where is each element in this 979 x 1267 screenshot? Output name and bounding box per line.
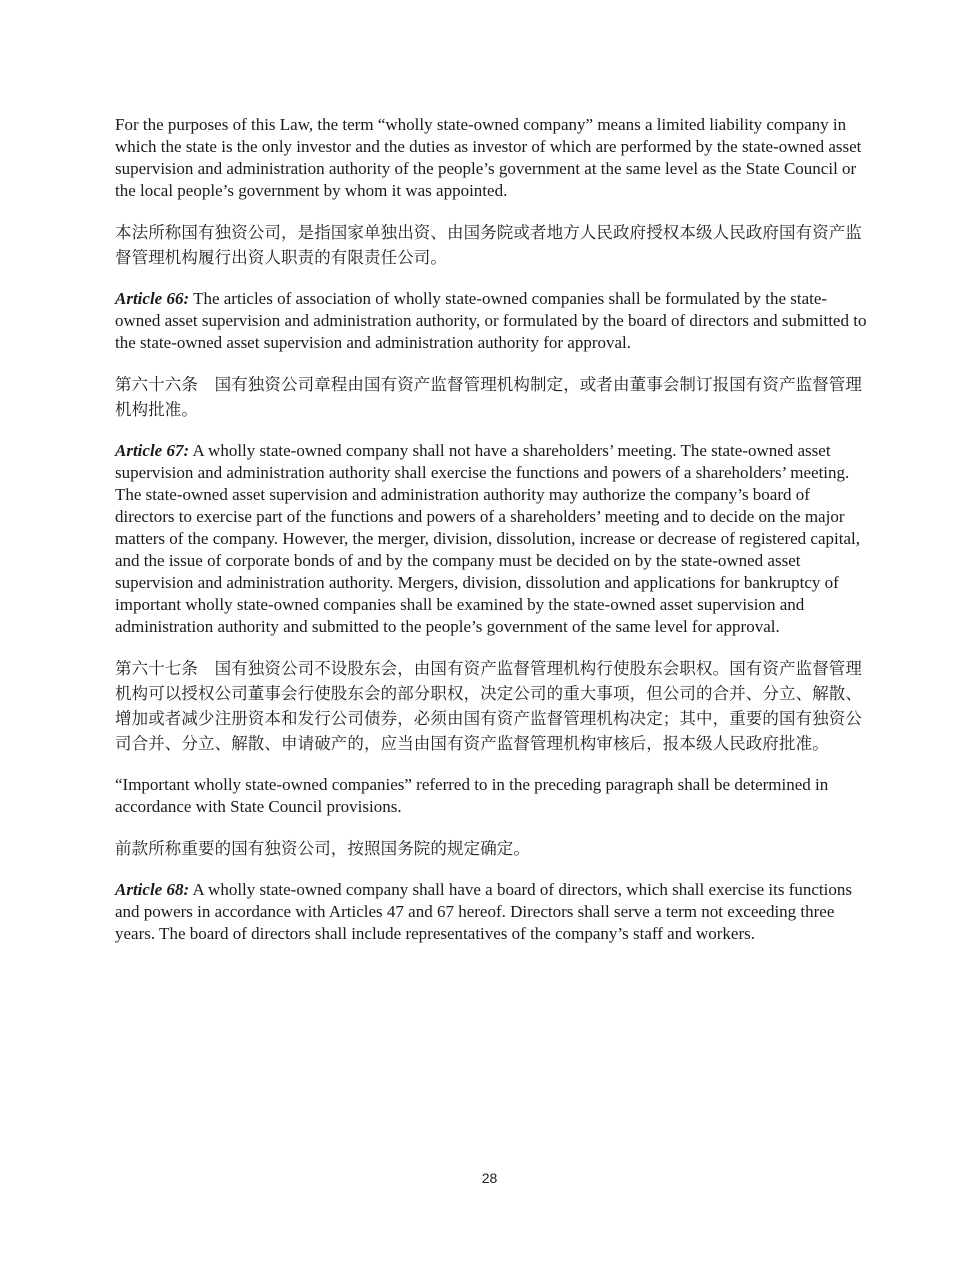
paragraph-text: 第六十六条 国有独资公司章程由国有资产监督管理机构制定，或者由董事会制订报国有资产监督管理机构批准。 xyxy=(115,375,862,419)
paragraph-text: “Important wholly state-owned companies” referred to in the preceding paragraph shall be determined in accordance with State Council provisions. xyxy=(115,775,829,816)
paragraph-text: A wholly state-owned company shall not have a shareholders’ meeting. The state-owned asset supervision and administration authority shall exercise the functions and powers of a shareholders’ meeting. The state-owned asset supervision and administration authority may authorize the company’s board of directors to exercise part of the functions and powers of a shareholders’ meeting and to decide on the major matters of the company. However, the merger, division, dissolution, increase or decrease of registered capital, and the issue of corporate bonds of and by the company must be decided on by the state-owned asset supervision and administration authority. Mergers, division, dissolution and applications for bankruptcy of important wholly state-owned companies shall be examined by the state-owned asset supervision and administration authority and submitted to the people’s government of the same level for approval. xyxy=(115,441,860,636)
paragraph-article-68-en xyxy=(115,879,867,945)
paragraph-article-67-zh xyxy=(115,656,867,756)
paragraph-text: A wholly state-owned company shall have a board of directors, which shall exercise its functions and powers in accordance with Articles 47 and 67 hereof. Directors shall serve a term not exceeding three years. The board of directors shall include representatives of the company’s staff and workers. xyxy=(115,880,852,943)
paragraph-article-66-en xyxy=(115,288,867,354)
paragraph-important-companies-zh xyxy=(115,836,867,861)
article-heading: Article 66: xyxy=(115,289,190,308)
article-heading: Article 68: xyxy=(115,880,190,899)
paragraph-article-66-zh xyxy=(115,372,867,422)
paragraph-text: 第六十七条 国有独资公司不设股东会，由国有资产监督管理机构行使股东会职权。国有资产监督管理机构可以授权公司董事会行使股东会的部分职权，决定公司的重大事项，但公司的合并、分立、解散、增加或者减少注册资本和发行公司债券，必须由国有资产监督管理机构决定；其中，重要的国有独资公司合并、分立、解散、申请破产的，应当由国有资产监督管理机构审核后，报本级人民政府批准。 xyxy=(115,659,862,753)
paragraph-important-companies-en xyxy=(115,774,867,818)
paragraph-text: The articles of association of wholly state-owned companies shall be formulated by the state-owned asset supervision and administration authority, or formulated by the board of directors and submitted to the state-owned asset supervision and administration authority for approval. xyxy=(115,289,867,352)
article-heading: Article 67: xyxy=(115,441,190,460)
page-content xyxy=(115,114,867,963)
paragraph-text: For the purposes of this Law, the term “wholly state-owned company” means a limited liability company in which the state is the only investor and the duties as investor of which are performed by the state-owned asset supervision and administration authority of the people’s government at the same level as the State Council or the local people’s government by whom it was appointed. xyxy=(115,115,862,200)
paragraph-definition-en xyxy=(115,114,867,202)
paragraph-article-67-en xyxy=(115,440,867,638)
paragraph-text: 本法所称国有独资公司，是指国家单独出资、由国务院或者地方人民政府授权本级人民政府国有资产监督管理机构履行出资人职责的有限责任公司。 xyxy=(115,223,862,267)
paragraph-text: 前款所称重要的国有独资公司，按照国务院的规定确定。 xyxy=(115,839,530,858)
paragraph-definition-zh xyxy=(115,220,867,270)
page-number: 28 xyxy=(481,1170,498,1186)
